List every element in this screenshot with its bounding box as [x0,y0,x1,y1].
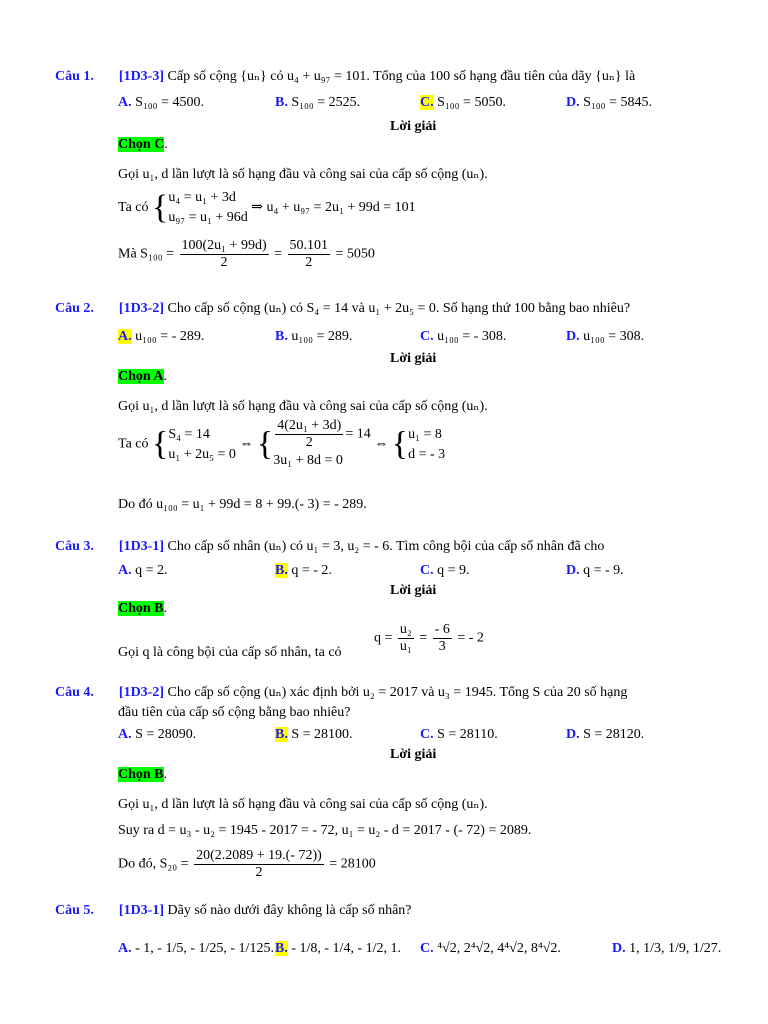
option-a-value: - 1, - 1/5, - 1/25, - 1/125. [135,941,274,956]
system-row: d = - 3 [408,446,446,462]
q4-option-a [118,726,196,744]
numerator: 20(2.2089 + 19.(- 72)) [196,848,322,863]
q2-option-c [420,328,506,346]
solution-heading: Lời giải [390,583,437,598]
q5-option-c [420,940,561,958]
question-number: Câu 5. [55,903,94,918]
denominator: u₁ [399,639,412,654]
option-b-value: S = 28100. [291,727,353,742]
option-b-value: q = - 2. [291,563,332,578]
question-tag: [1D3-2] [118,685,165,700]
option-c-label: C. [420,941,434,956]
q1-answer: Chọn C. [118,137,168,152]
q2-step1: Gọi u₁, d lần lượt là số hạng đầu và công sai của cấp số cộng (uₙ). [118,399,488,414]
option-a-label: A. [118,563,132,578]
q2-step2 [118,418,445,480]
q2-option-d [566,328,644,346]
option-a-value: u₁₀₀ = - 289. [135,329,205,344]
system-brace: { [152,425,169,463]
option-a-label: A. [118,941,132,956]
q2-option-b [275,328,352,346]
question-stem: Cho cấp số nhân (uₙ) có u₁ = 3, u₂ = - 6. Tìm công bội của cấp số nhân đã cho [167,539,605,554]
equals-sign: = [274,246,283,262]
system-row: u₁ + 2u₅ = 0 [168,446,236,462]
option-d-label: D. [566,727,580,742]
option-a-value: q = 2. [135,563,168,578]
option-d-label: D. [612,941,626,956]
answer-badge: Chọn A [118,369,164,384]
equation-system [408,425,445,465]
numerator: u₂ [399,622,412,637]
step-prefix: Mà [118,246,137,262]
fraction [180,238,269,271]
option-d-value: 1, 1/3, 1/9, 1/27. [629,941,722,956]
q3-option-b [275,562,332,580]
q3-option-c [420,562,470,580]
equation-system [168,425,236,465]
question-tag: [1D3-2] [118,301,165,316]
system-row: u₉₇ = u₁ + 96d [168,210,248,225]
option-c-label: C. [420,95,434,110]
system-brace: { [152,189,169,226]
question-tag: [1D3-3] [118,69,165,84]
denominator: 2 [305,255,313,270]
q1-step2 [118,188,416,238]
option-a-label: A. [118,329,132,344]
q3-answer: Chọn B. [118,601,168,616]
step-rest: ⇒ u₄ + u₉₇ = 2u₁ + 99d = 101 [251,200,416,215]
option-d-value: S₁₀₀ = 5845. [583,95,652,110]
option-b-value: - 1/8, - 1/4, - 1/2, 1. [291,941,401,956]
option-a-label: A. [118,95,132,110]
option-a-value: S₁₀₀ = 4500. [135,95,204,110]
formula-result: = - 2 [457,630,484,646]
answer-badge: Chọn B [118,767,164,782]
denominator: 2 [255,865,263,880]
answer-badge: Chọn C [118,137,165,152]
q1-step3 [118,238,375,278]
question-number: Câu 4. [55,685,94,700]
option-d-value: q = - 9. [583,563,624,578]
q3-option-a [118,562,168,580]
q4-answer: Chọn B. [118,767,168,782]
option-b-label: B. [275,563,288,578]
q4-option-c [420,726,498,744]
q4-header [55,684,627,702]
question-number: Câu 2. [55,301,94,316]
q4-option-b [275,726,353,744]
q1-options [118,94,204,112]
option-c-value: S = 28110. [437,727,498,742]
numerator: 100(2u₁ + 99d) [181,238,267,253]
system-brace: { [391,425,409,463]
option-d-value: S = 28120. [583,727,645,742]
fraction-result: = 14 [345,426,371,442]
equation-system [273,418,371,471]
numerator: 50.101 [289,238,329,253]
q3-option-d [566,562,624,580]
option-b-value: S₁₀₀ = 2525. [291,95,361,110]
denominator: 3 [438,639,446,654]
option-b-label: B. [275,95,288,110]
formula-lhs: S₁₀₀ = [140,246,174,262]
system-row: u₁ = 8 [408,426,442,442]
q1-option-d [566,94,652,112]
question-stem: Dãy số nào dưới đây không là cấp số nhân? [167,903,412,918]
fraction [398,622,414,655]
step-prefix: Ta có [118,200,149,215]
option-d-label: D. [566,563,580,578]
equation-system [168,188,247,228]
q2-answer: Chọn A. [118,369,168,384]
system-row: S₄ = 14 [168,426,210,442]
q5-option-d [612,940,721,958]
q1-step1: Gọi u₁, d lần lượt là số hạng đầu và công sai của cấp số cộng (uₙ). [118,167,488,182]
option-d-label: D. [566,329,580,344]
denominator: 2 [305,435,313,450]
question-number: Câu 3. [55,539,94,554]
solution-heading: Lời giải [390,747,437,762]
fraction [275,418,343,451]
fraction [288,238,331,271]
step-prefix: Ta có [118,436,149,452]
question-tag: [1D3-1] [118,539,165,554]
option-c-value: u₁₀₀ = - 308. [437,329,507,344]
q5-option-a [118,940,274,958]
system-row: u₄ = u₁ + 3d [168,190,236,205]
formula-result: = 28100 [329,856,376,872]
fraction [194,848,324,881]
denominator: 2 [220,255,228,270]
equivalence-arrow: ⇔ [239,436,254,452]
formula-lhs: q = [374,630,393,646]
option-d-label: D. [566,95,580,110]
question-tag: [1D3-1] [118,903,165,918]
option-c-value: ⁴√2, 2⁴√2, 4⁴√2, 8⁴√2. [437,941,561,956]
option-b-label: B. [275,941,288,956]
option-a-value: S = 28090. [135,727,197,742]
option-c-label: C. [420,329,434,344]
question-number: Câu 1. [55,69,94,84]
q5-option-b [275,940,401,958]
solution-heading: Lời giải [390,351,437,366]
question-stem: Cho cấp số cộng (uₙ) xác định bởi u₂ = 2017 và u₃ = 1945. Tổng S của 20 số hạng [167,685,628,700]
option-b-value: u₁₀₀ = 289. [291,329,353,344]
q3-formula: q = $\frac{\text{u₂}}{\text{u₁}}$ = $\frac{- 6}{3}$ = - 2 [374,622,484,654]
solution-heading: Lời giải [390,119,437,134]
formula-result: = 5050 [335,246,375,262]
q4-step2: Suy ra d = u₃ - u₂ = 1945 - 2017 = - 72, u₁ = u₂ - d = 2017 - (- 72) = 2089. [118,823,532,838]
q4-step3 [118,848,376,888]
q1-option-c [420,94,506,112]
q4-option-d [566,726,644,744]
q2-step3: Do đó u₁₀₀ = u₁ + 99d = 8 + 99.(- 3) = - 289. [118,497,367,512]
formula-lhs: S₂₀ = [159,856,189,872]
q2-option-a [118,328,204,346]
q2-header [55,300,630,318]
system-row [273,418,371,451]
q5-header [55,902,412,920]
question-stem: Cấp số cộng {uₙ} có u₄ + u₉₇ = 101. Tổng của 100 số hạng đầu tiên của dãy {uₙ} là [167,69,636,84]
q4-step1: Gọi u₁, d lần lượt là số hạng đầu và công sai của cấp số cộng (uₙ). [118,797,488,812]
system-row: 3u₁ + 8d = 0 [273,453,343,468]
option-b-label: B. [275,329,288,344]
numerator: 4(2u₁ + 3d) [277,418,342,433]
step-prefix: Do đó, [118,856,157,872]
answer-badge: Chọn B [118,601,164,616]
question-stem: Cho cấp số cộng (uₙ) có S₄ = 14 và u₁ + 2u₅ = 0. Số hạng thứ 100 bằng bao nhiêu? [167,301,631,316]
option-a-label: A. [118,727,132,742]
option-d-value: u₁₀₀ = 308. [583,329,645,344]
option-c-value: S₁₀₀ = 5050. [437,95,506,110]
system-brace: { [256,425,274,463]
option-c-label: C. [420,563,434,578]
option-c-label: C. [420,727,434,742]
q1-option-b [275,94,360,112]
option-b-label: B. [275,727,288,742]
option-c-value: q = 9. [437,563,470,578]
fraction [433,622,452,655]
q3-header [55,538,604,556]
q1-header [55,68,635,86]
numerator: - 6 [434,622,450,637]
equivalence-arrow: ⇔ [374,436,389,452]
q3-step1: Gọi q là công bội của cấp số nhân, ta có [118,645,342,660]
question-stem-continued: đầu tiên của cấp số cộng bằng bao nhiêu? [118,705,351,720]
